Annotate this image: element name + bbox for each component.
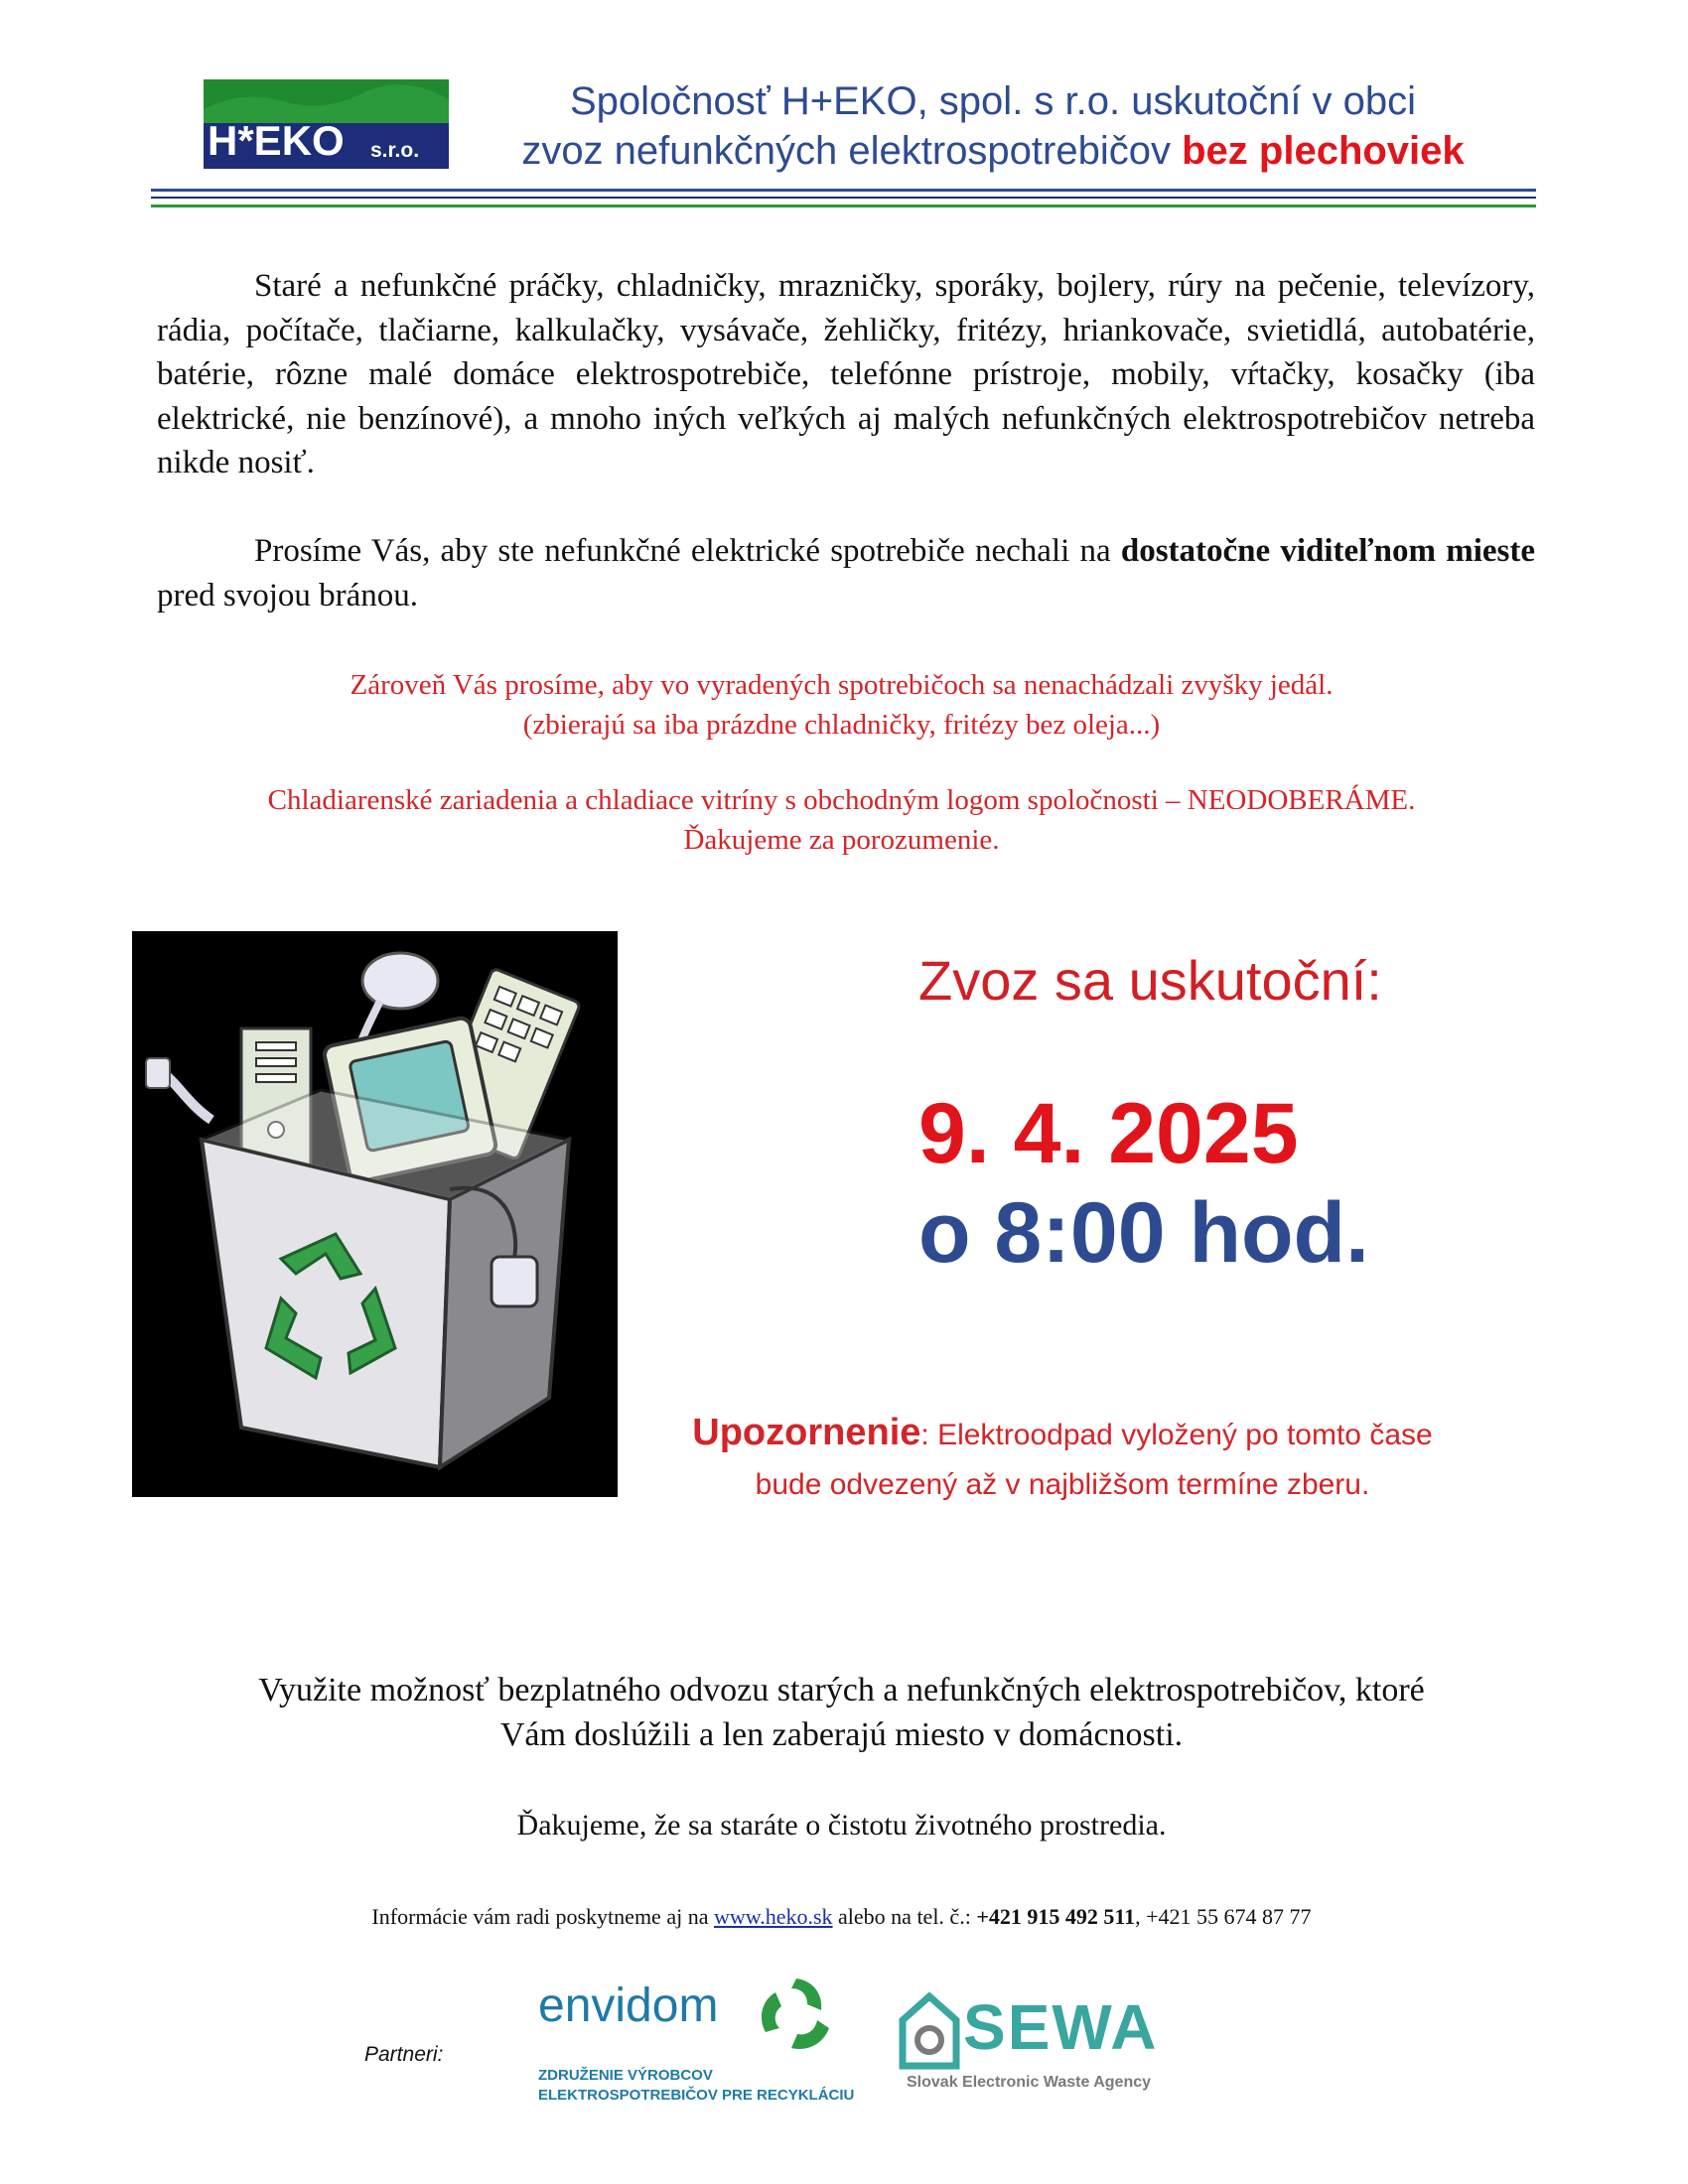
- website-link[interactable]: www.heko.sk: [713, 1904, 833, 1929]
- request-paragraph: [157, 529, 1535, 617]
- warning-text1: : Elektroodpad vyložený po tomto čase: [920, 1419, 1433, 1451]
- contact-separator: ,: [1135, 1904, 1147, 1929]
- sewa-name: SEWA: [963, 1991, 1159, 2063]
- thanks-line: Ďakujeme, že sa staráte o čistotu životného prostredia.: [516, 1809, 1167, 1842]
- logo-text: H*EKO: [208, 117, 345, 164]
- partners-label: Partneri:: [364, 2043, 444, 2066]
- header-line2-main: zvoz nefunkčných elektrospotrebičov: [521, 129, 1183, 173]
- contact-prefix: Informácie vám radi poskytneme aj na: [371, 1904, 714, 1929]
- recycle-leaf-icon: [752, 1971, 841, 2060]
- food-notice-line2: (zbierajú sa iba prázdne chladničky, fritézy bez oleja...): [522, 709, 1161, 741]
- phone-secondary: +421 55 674 87 77: [1146, 1904, 1312, 1929]
- warning-title: Upozornenie: [692, 1412, 921, 1453]
- logo-suffix: s.r.o.: [370, 139, 420, 162]
- collection-time: o 8:00 hod.: [918, 1185, 1369, 1281]
- closing-paragraph: [149, 1668, 1534, 1757]
- envidom-name: envidom: [538, 1979, 719, 2032]
- request-text-end: pred svojou bránou.: [157, 577, 419, 614]
- recycle-bin-illustration: [132, 931, 618, 1497]
- heko-logo: [204, 79, 449, 169]
- contact-middle: alebo na tel. č.:: [832, 1904, 977, 1929]
- food-notice-line1: Zároveň Vás prosíme, aby vo vyradených spotrebičoch sa nenachádzali zvyšky jedál.: [350, 669, 1334, 701]
- contact-info: [149, 1904, 1534, 1930]
- intro-paragraph: [157, 264, 1535, 485]
- envidom-logo: [533, 1971, 861, 2110]
- warning-line2: bude odvezený až v najbližšom termíne zberu.: [755, 1468, 1370, 1501]
- header-rule-green: [151, 205, 1536, 207]
- phone-primary: +421 915 492 511: [976, 1904, 1136, 1929]
- intro-paragraph-text: Staré a nefunkčné práčky, chladničky, mrazničky, sporáky, bojlery, rúry na pečenie, televízory, rádia, počítače, tlačiarne, kalkulačky, vysávače, žehličky, fritézy, hriankovače, svietidlá, autobatérie, batérie, rôzne malé domáce elektrospotrebiče, telefónne prístroje, mobily, vŕtačky, kosačky (iba elektrické, nie benzínové), a mnoho iných veľkých aj malých nefunkčných elektrospotrebičov netreba nikde nosiť.: [157, 268, 1535, 480]
- envidom-subtitle: [538, 2066, 854, 2106]
- sewa-logo: [899, 1990, 1177, 2100]
- collection-heading: Zvoz sa uskutoční:: [918, 949, 1382, 1012]
- closing-line2: Vám doslúžili a len zaberajú miesto v domácnosti.: [499, 1716, 1184, 1753]
- warning-line1: [635, 1408, 1489, 1460]
- recycle-bin-drawing: [132, 931, 618, 1497]
- header-highlight: bez plechoviek: [1182, 129, 1465, 173]
- envidom-sub1: ZDRUŽENIE VÝROBCOV: [538, 2067, 713, 2084]
- envidom-sub2: ELEKTROSPOTREBIČOV PRE RECYKLÁCIU: [538, 2087, 855, 2104]
- header-rule-blue: [151, 189, 1536, 192]
- cooling-notice-line1: Chladiarenské zariadenia a chladiace vitríny s obchodným logom spoločnosti – NEODOBERÁME.: [267, 784, 1416, 816]
- request-text-bold: dostatočne viditeľnom mieste: [1120, 533, 1535, 569]
- cooling-notice-line2: Ďakujeme za porozumenie.: [683, 824, 1000, 856]
- cooling-notice: [149, 780, 1534, 860]
- closing-line1: Využite možnosť bezplatného odvozu starých a nefunkčných elektrospotrebičov, ktoré: [258, 1672, 1425, 1708]
- header-line1: Spoločnosť H+EKO, spol. s r.o. uskutoční v obci: [569, 79, 1417, 123]
- sewa-subtitle: Slovak Electronic Waste Agency: [907, 2074, 1152, 2091]
- request-text-start: Prosíme Vás, aby ste nefunkčné elektrické spotrebiče nechali na: [254, 533, 1121, 569]
- header-line2: [447, 129, 1539, 174]
- food-notice: [149, 665, 1534, 745]
- warning-notice: [635, 1408, 1489, 1510]
- collection-date: 9. 4. 2025: [918, 1086, 1299, 1181]
- header-rule-navy: [151, 197, 1536, 199]
- house-icon: [899, 1992, 960, 2070]
